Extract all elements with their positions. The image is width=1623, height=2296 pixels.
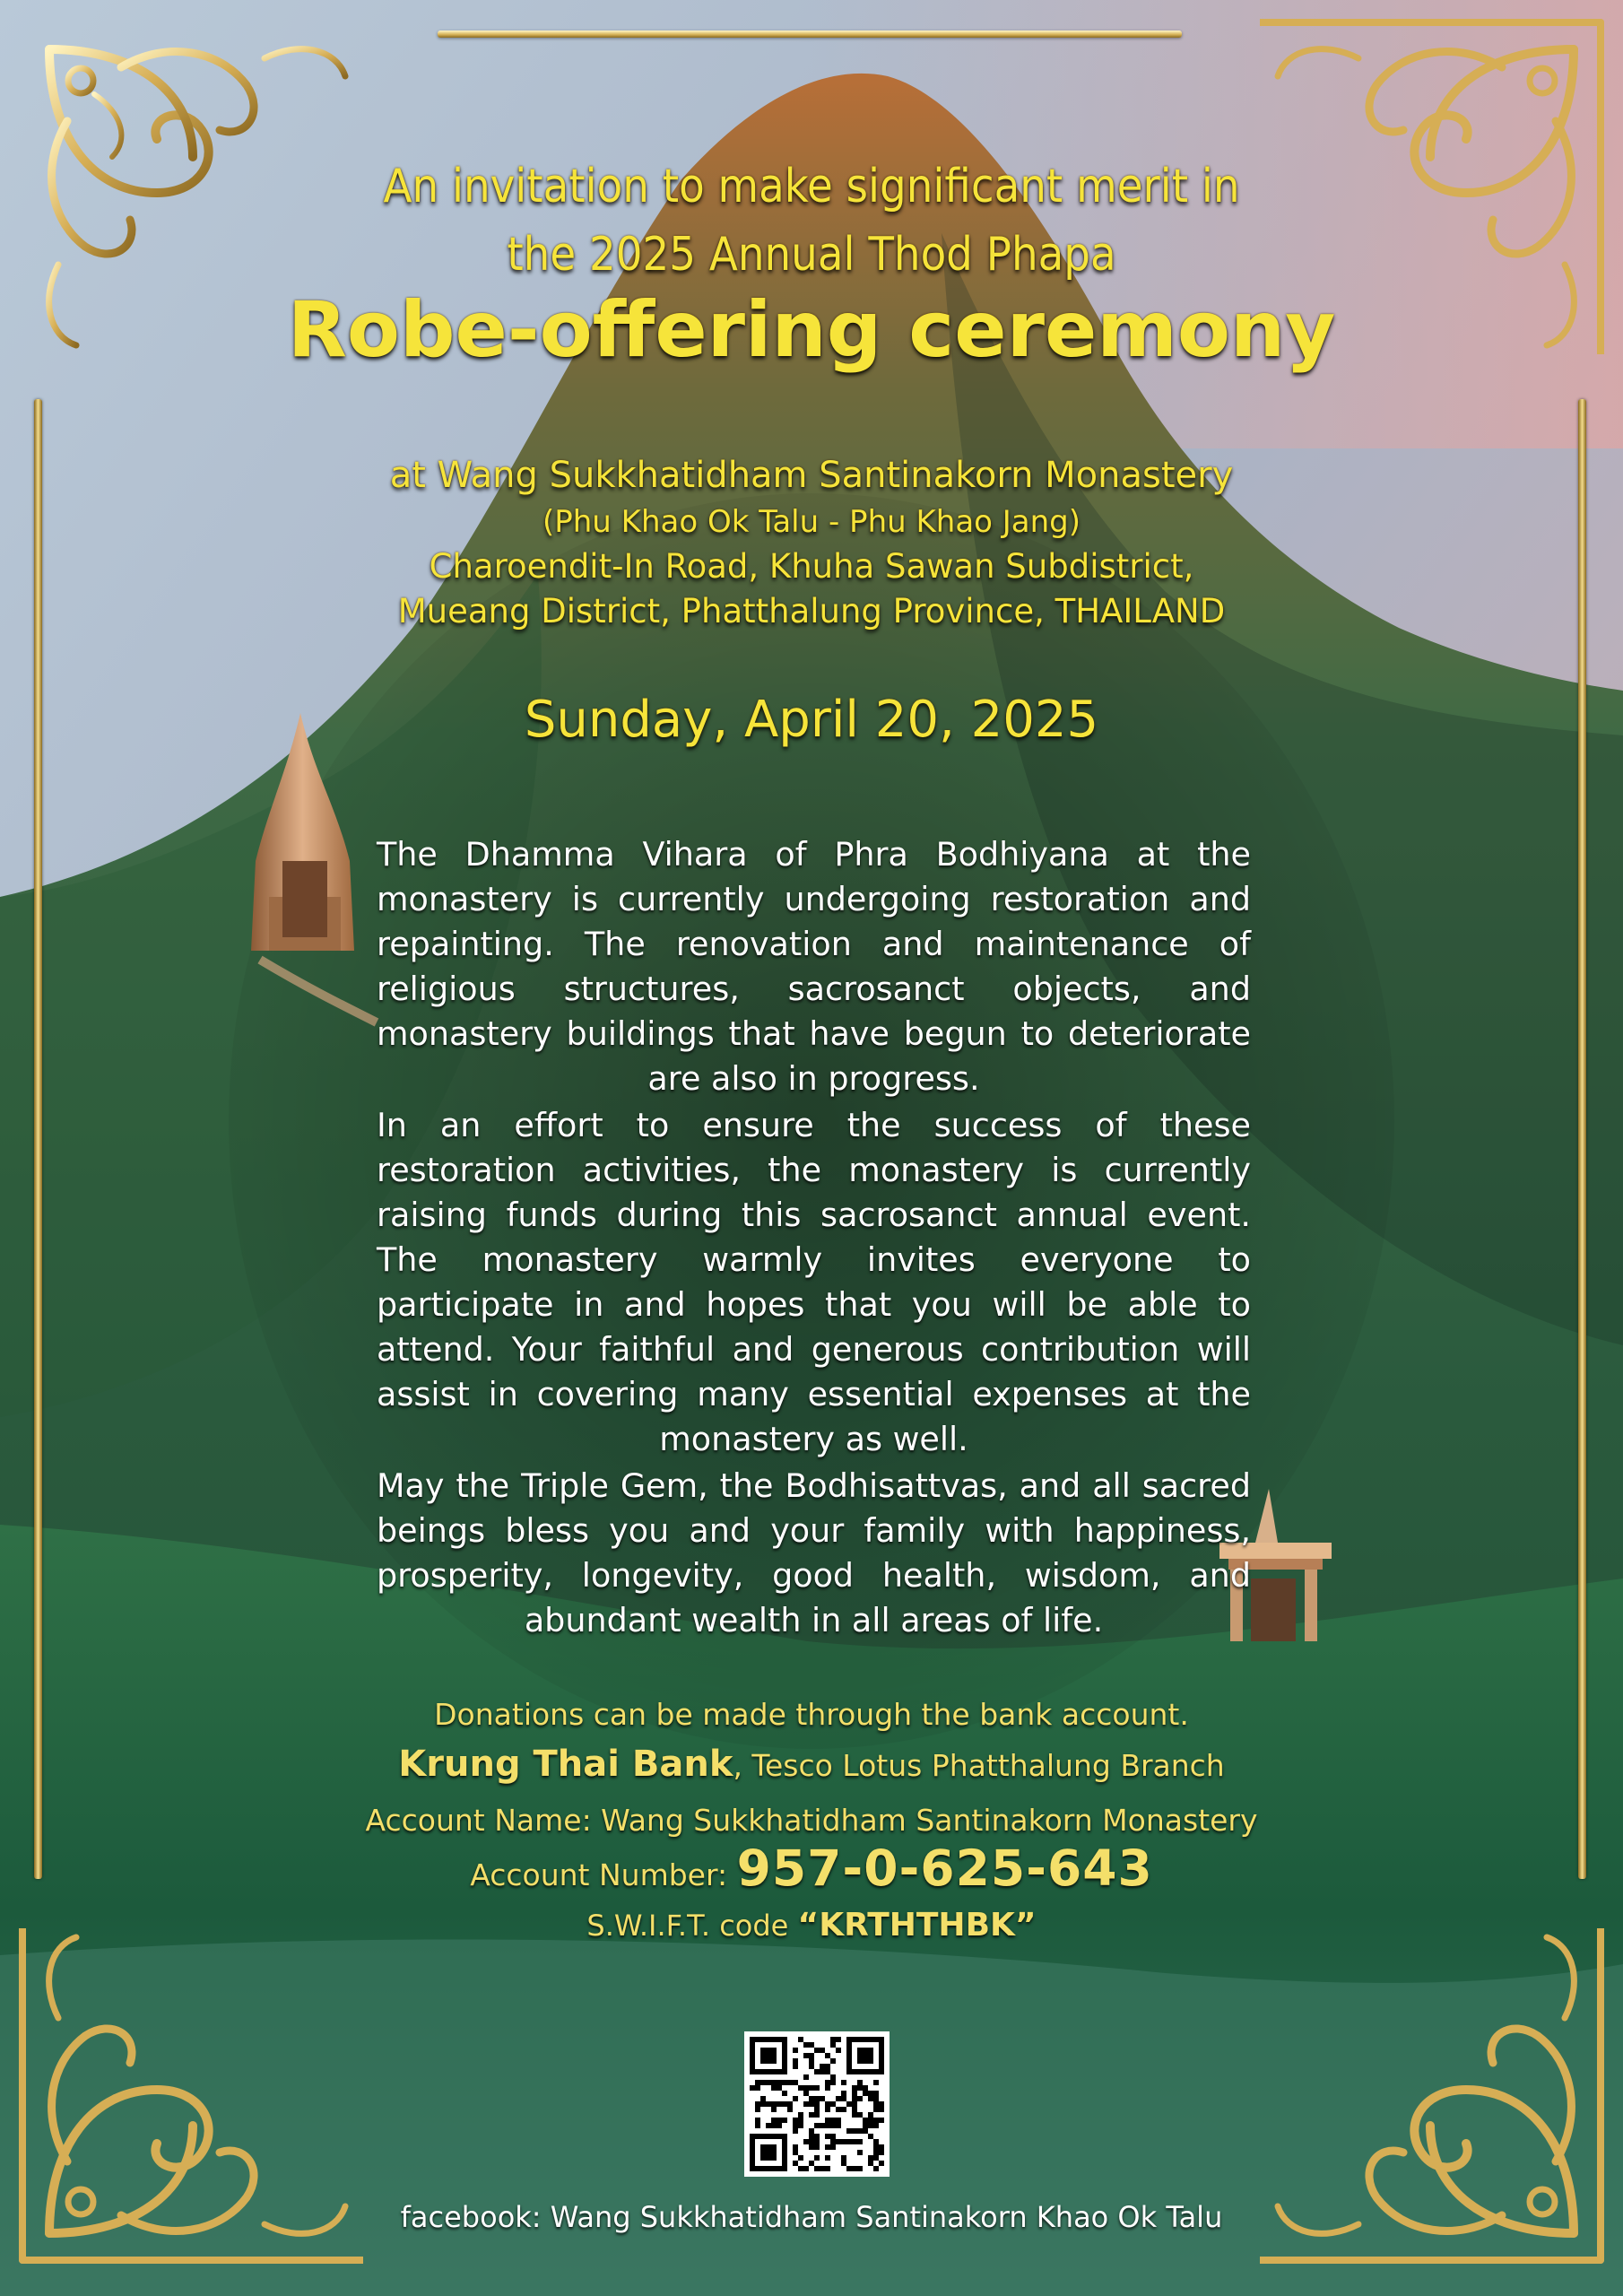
title-line-1: An invitation to make significant merit in bbox=[383, 160, 1240, 213]
body-paragraph-2: In an effort to ensure the success of these restoration activities, the monastery is currently raising funds during this sacrosanct annual event. The monastery warmly invites everyone to participate in and hopes that you will be able to attend. Your faithful and generous contribution will assist in covering many essential expenses at the monastery as well. bbox=[377, 1106, 1251, 1458]
location-line-2: (Phu Khao Ok Talu - Phu Khao Jang) bbox=[542, 504, 1081, 540]
account-name: Account Name: Wang Sukkhatidham Santinakorn Monastery bbox=[365, 1803, 1258, 1838]
facebook-link[interactable]: facebook: Wang Sukkhatidham Santinakorn Khao Ok Talu bbox=[400, 2200, 1223, 2234]
swift-line bbox=[0, 1906, 1623, 1945]
bank-name: Krung Thai Bank bbox=[398, 1744, 733, 1785]
swift-label: S.W.I.F.T. code bbox=[586, 1909, 789, 1943]
swift-code: “KRTHTHBK” bbox=[797, 1907, 1037, 1944]
account-number: 957-0-625-643 bbox=[736, 1839, 1153, 1897]
body-paragraph-1: The Dhamma Vihara of Phra Bodhiyana at the monastery is currently undergoing restoration and repainting. The renovation and maintenance of religious structures, sacrosanct objects, and monastery buildings that have begun to deteriorate are also in progress. bbox=[377, 835, 1251, 1098]
gold-frame-top-bar bbox=[438, 30, 1182, 38]
account-number-label: Account Number: bbox=[470, 1857, 728, 1892]
title-line-2: the 2025 Annual Thod Phapa bbox=[507, 228, 1116, 282]
account-number-line bbox=[0, 1839, 1623, 1905]
bank-line bbox=[0, 1744, 1623, 1786]
event-date: Sunday, April 20, 2025 bbox=[524, 691, 1099, 749]
location-line-3: Charoendit-In Road, Khuha Sawan Subdistrict, bbox=[429, 547, 1194, 586]
donation-intro: Donations can be made through the bank account. bbox=[434, 1697, 1189, 1732]
location-line-4: Mueang District, Phatthalung Province, THAILAND bbox=[397, 592, 1226, 631]
qr-code-icon[interactable] bbox=[744, 2031, 890, 2177]
qr-code-pattern bbox=[750, 2037, 884, 2171]
invitation-heading bbox=[0, 152, 1623, 289]
body-paragraph-3: May the Triple Gem, the Bodhisattvas, and all sacred beings bless you and your family with happiness, prosperity, longevity, good health, wisdom, and abundant wealth in all areas of life. bbox=[377, 1466, 1251, 1639]
location-address bbox=[0, 544, 1623, 634]
bank-branch: , Tesco Lotus Phatthalung Branch bbox=[733, 1748, 1225, 1783]
page-title: Robe-offering ceremony bbox=[287, 285, 1336, 375]
location-line-1: at Wang Sukkhatidham Santinakorn Monastery bbox=[389, 455, 1234, 496]
